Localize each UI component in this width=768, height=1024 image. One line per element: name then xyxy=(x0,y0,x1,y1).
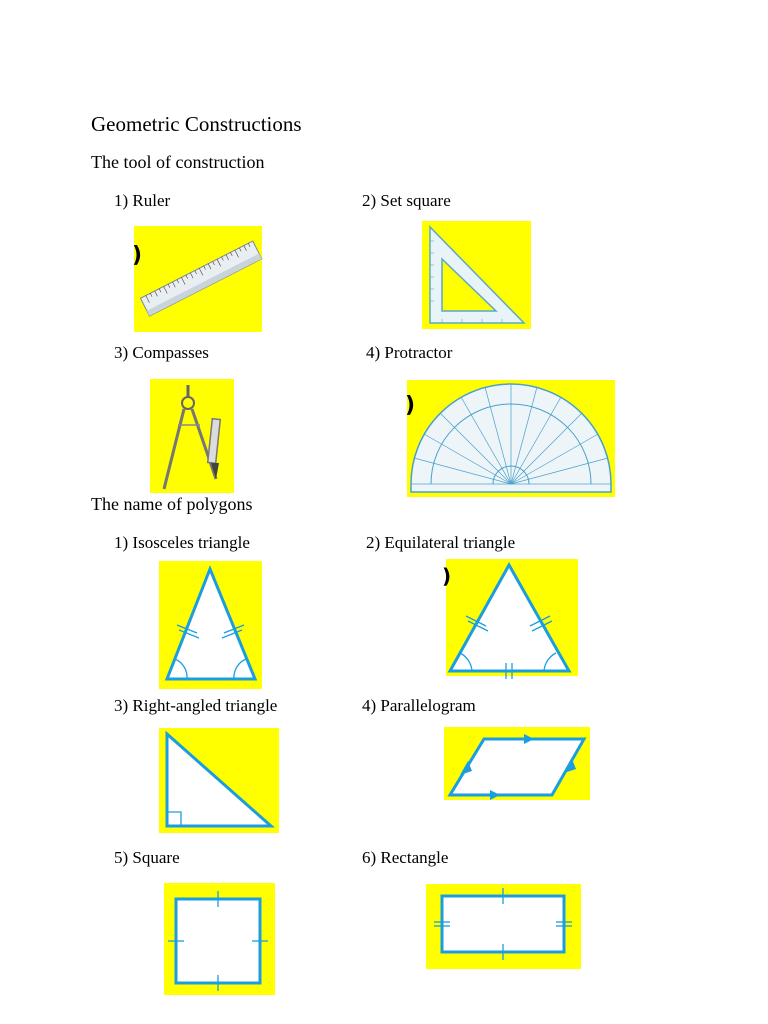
tool-label-ruler: 1) Ruler xyxy=(114,191,171,210)
polygon-label-equilateral: 2) Equilateral triangle xyxy=(366,533,516,552)
svg-text:): ) xyxy=(442,564,452,588)
equilateral-triangle-image xyxy=(442,559,578,676)
polygon-label-parallelogram: 4) Parallelogram xyxy=(362,696,476,715)
polygon-label-rectangle: 6) Rectangle xyxy=(362,848,449,867)
set-square-image xyxy=(422,221,531,329)
page-title: Geometric Constructions xyxy=(91,112,302,136)
tool-label-set-square: 2) Set square xyxy=(362,191,451,210)
polygon-label-right-angled: 3) Right-angled triangle xyxy=(114,696,278,715)
tool-label-compasses: 3) Compasses xyxy=(114,343,209,362)
rectangle-image xyxy=(426,884,581,969)
compasses-image xyxy=(150,379,234,493)
polygon-label-square: 5) Square xyxy=(114,848,180,867)
svg-text:): ) xyxy=(405,393,416,418)
isosceles-triangle-image xyxy=(159,561,262,689)
tool-label-protractor: 4) Protractor xyxy=(366,343,453,362)
tools-heading: The tool of construction xyxy=(91,152,265,172)
svg-text:): ) xyxy=(132,243,143,268)
square-image xyxy=(164,883,275,995)
ruler-image xyxy=(134,226,262,332)
protractor-image xyxy=(407,380,615,497)
polygons-heading: The name of polygons xyxy=(91,494,253,514)
right-angled-triangle-image xyxy=(159,728,279,833)
parallelogram-image xyxy=(444,727,590,800)
polygon-label-isosceles: 1) Isosceles triangle xyxy=(114,533,250,552)
